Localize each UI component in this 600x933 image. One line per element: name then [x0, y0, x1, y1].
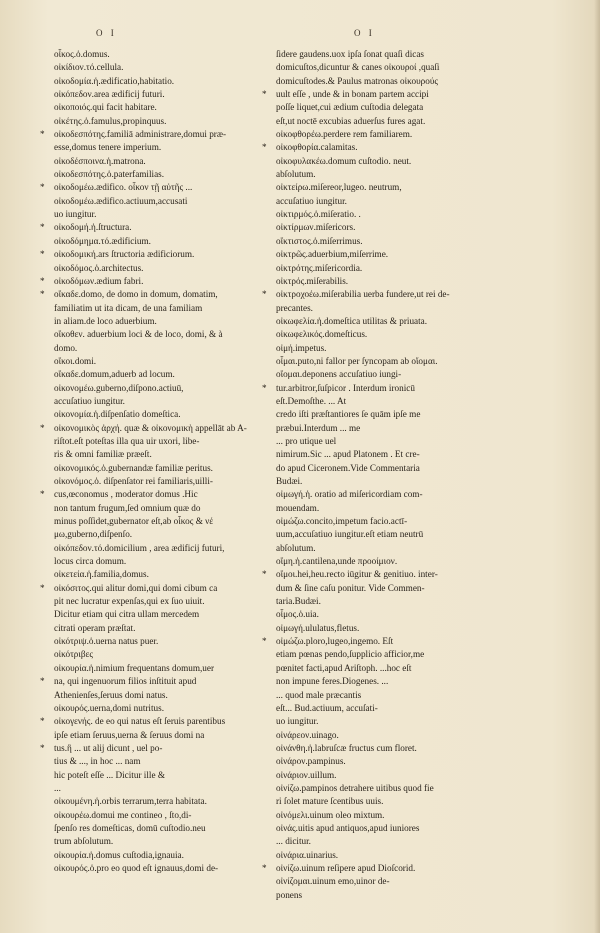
text-line — [262, 155, 560, 168]
margin-asterisk: * — [40, 742, 45, 753]
text-line — [262, 582, 560, 595]
text-line — [40, 141, 290, 154]
text-line — [40, 675, 290, 688]
text-line — [40, 115, 290, 128]
line-text: οἶμος.ὁ.uia. — [276, 609, 319, 620]
text-line — [40, 195, 290, 208]
text-line — [40, 448, 290, 461]
line-text: uo iungitur. — [276, 716, 319, 727]
text-line — [262, 809, 560, 822]
line-text: οἰκουρός.ὁ.pro eo quod eſt ignauus,domi de- — [54, 862, 219, 873]
text-line — [40, 382, 290, 395]
text-line — [40, 528, 290, 541]
text-line — [40, 61, 290, 74]
text-line — [40, 502, 290, 515]
line-text: credo iſti præſtantiores ſe quām ipſe me — [276, 409, 421, 420]
margin-asterisk: * — [262, 569, 267, 580]
line-text: οἶμαι.puto,ni fallor per ſyncopam ab οἴομαι. — [276, 355, 438, 366]
text-line — [262, 382, 560, 395]
line-text: dum & ſine caſu ponitur. Vide Commen- — [276, 582, 425, 593]
line-text: οἰνόμελι.uinum oleo mixtum. — [276, 809, 385, 820]
text-line — [262, 502, 560, 515]
text-line — [262, 435, 560, 448]
text-line — [40, 862, 290, 875]
line-text: locus circa domum. — [54, 556, 127, 567]
text-line — [40, 355, 290, 368]
line-text: cus,œconomus , moderator domus .Hic — [54, 489, 198, 500]
text-line — [40, 88, 290, 101]
line-text: mouendam. — [276, 502, 320, 513]
text-line — [40, 689, 290, 702]
line-text: domicuſtos,dicuntur & canes οἰκουροί ,quaſi — [276, 62, 440, 73]
text-line — [262, 288, 560, 301]
margin-asterisk: * — [40, 289, 45, 300]
margin-asterisk: * — [40, 489, 45, 500]
line-text: οἰκτείρω.miſereor,lugeo. neutrum, — [276, 182, 402, 193]
text-line — [262, 675, 560, 688]
text-line — [40, 622, 290, 635]
text-line — [40, 128, 290, 141]
text-line — [262, 221, 560, 234]
text-line — [262, 568, 560, 581]
text-line — [262, 715, 560, 728]
line-text: eſt,ut noctē excubias aduerſus fures agat. — [276, 115, 426, 126]
line-text: non tantum frugum,ſed omnium quæ do — [54, 502, 201, 513]
text-line — [262, 542, 560, 555]
line-text: familiatim ut ita dicam, de una familiam — [54, 302, 203, 313]
margin-asterisk: * — [262, 289, 267, 300]
line-text: οἴκοθεν. aduerbium loci & de loco, domi, & à — [54, 329, 223, 340]
text-line — [262, 128, 560, 141]
line-text: οἰκουρός.uerna,domi nutritus. — [54, 702, 165, 713]
line-text: Dicitur etiam qui citra ullam mercedem — [54, 609, 200, 620]
text-line — [40, 648, 290, 661]
margin-asterisk: * — [40, 676, 45, 687]
text-line — [262, 75, 560, 88]
text-line — [262, 168, 560, 181]
text-line — [262, 702, 560, 715]
text-line — [262, 448, 560, 461]
line-text: hic poteſt eſſe ... Dicitur ille & — [54, 769, 165, 780]
line-text: οἰνάριον.uillum. — [276, 769, 337, 780]
text-line — [262, 889, 560, 902]
text-line — [40, 568, 290, 581]
text-line — [262, 395, 560, 408]
text-line — [262, 408, 560, 421]
text-line — [40, 235, 290, 248]
line-text: præbui.Interdum ... me — [276, 422, 361, 433]
line-text: οἰκονομία.ἡ.diſpenſatio domeſtica. — [54, 409, 181, 420]
line-text: οἰμώζω.concito,impetum facio.actī- — [276, 516, 408, 527]
line-text: οἰκοποιός.qui facit habitare. — [54, 102, 157, 113]
running-head-right: O I — [354, 28, 375, 38]
line-text: οἰκτιρμός.ὁ.miſeratio. . — [276, 209, 361, 220]
text-line — [262, 608, 560, 621]
text-line — [262, 115, 560, 128]
line-text: οἰμωγή.ἡ. oratio ad miſericordiam com- — [276, 489, 423, 500]
text-line — [40, 435, 290, 448]
line-text: οἴμη.ἡ.cantilena,unde προοίμιον. — [276, 556, 398, 567]
text-line — [262, 48, 560, 61]
text-line — [262, 729, 560, 742]
line-text: οἰκότριψ.ὁ.uerna natus puer. — [54, 636, 159, 647]
text-line — [262, 262, 560, 275]
line-text: etiam pœnas pendo,ſupplicio afficior,me — [276, 649, 425, 660]
text-line — [40, 835, 290, 848]
margin-asterisk: * — [262, 636, 267, 647]
text-line — [262, 302, 560, 315]
text-line — [262, 88, 560, 101]
line-text: οἴκαδε.domum,aduerb ad locum. — [54, 369, 175, 380]
text-line — [40, 275, 290, 288]
margin-asterisk: * — [40, 422, 45, 433]
line-text: οἰκτρῶς.aduerbium,miſerrime. — [276, 249, 389, 260]
text-line — [262, 422, 560, 435]
text-line — [40, 515, 290, 528]
line-text: pœnitet facti,apud Ariſtoph. ...hoc eſt — [276, 662, 412, 673]
margin-asterisk: * — [40, 716, 45, 727]
line-text: οἰνάς.uitis apud antiquos,apud iuniores — [276, 822, 420, 833]
text-line — [40, 582, 290, 595]
page-edge-shadow — [594, 0, 600, 933]
text-line — [40, 755, 290, 768]
line-text: οἰκότριβες — [54, 649, 94, 660]
text-line — [262, 782, 560, 795]
text-line — [40, 769, 290, 782]
line-text: οἰκουρία.ἡ.nimium frequentans domum,uer — [54, 662, 215, 673]
line-text: οἰκοδεσπότης.ὁ.paterfamilias. — [54, 169, 165, 180]
text-line — [40, 822, 290, 835]
line-text: poſſe liquet,cui ædium cuſtodia delegata — [276, 102, 424, 113]
margin-asterisk: * — [262, 89, 267, 100]
right-text-column — [262, 48, 560, 902]
line-text: οἴμοι.hei,heu.recto iūgitur & genitiuo. inter- — [276, 569, 438, 580]
line-text: uult eſſe , unde & in bonam partem accipi — [276, 89, 429, 100]
margin-asterisk: * — [262, 862, 267, 873]
text-line — [262, 368, 560, 381]
line-text: οἰκουρία.ἡ.domus cuſtodia,ignauia. — [54, 849, 184, 860]
text-line — [40, 729, 290, 742]
text-line — [262, 475, 560, 488]
line-text: non impune feres.Diogenes. ... — [276, 676, 389, 687]
line-text: οἰκοδόμημα.τό.ædificium. — [54, 235, 151, 246]
text-line — [40, 395, 290, 408]
line-text: uum,accuſatiuo iungitur.eſt etiam neutrū — [276, 529, 424, 540]
line-text: οἰκογενής. de eo qui natus eſt ſeruis parentibus — [54, 716, 226, 727]
text-line — [40, 221, 290, 234]
margin-asterisk: * — [40, 222, 45, 233]
text-line — [262, 875, 560, 888]
line-text: οἰκοφθορέω.perdere rem familiarem. — [276, 129, 413, 140]
margin-asterisk: * — [40, 249, 45, 260]
line-text: abſolutum. — [276, 542, 316, 553]
line-text: ſidere gaudens.uox ipſa ſonat quaſi dicas — [276, 49, 424, 59]
line-text: eſt.Demoſthe. ... At — [276, 395, 347, 406]
text-line — [40, 475, 290, 488]
line-text: in aliam.de loco aduerbium. — [54, 315, 157, 326]
text-line — [40, 342, 290, 355]
line-text: accuſatiuo iungitur. — [276, 195, 347, 206]
line-text: οἰνίζω.pampinos detrahere uitibus quod fie — [276, 782, 434, 793]
text-line — [40, 302, 290, 315]
text-line — [40, 315, 290, 328]
text-line — [40, 181, 290, 194]
line-text: οἰκοδομέω.ædifico.actiuum,accusati — [54, 195, 188, 206]
text-line — [40, 742, 290, 755]
text-line — [262, 195, 560, 208]
margin-asterisk: * — [262, 142, 267, 153]
line-text: οἰνάρεον.uinago. — [276, 729, 339, 740]
line-text: οἰκόπεδον.τό.domicilium , area ædificij futuri, — [54, 542, 225, 553]
line-text: precantes. — [276, 302, 313, 313]
text-line — [40, 595, 290, 608]
line-text: οἴκαδε.domo, de domo in domum, domatim, — [54, 289, 218, 300]
text-line — [262, 515, 560, 528]
text-line — [40, 782, 290, 795]
running-head-left: O I — [96, 28, 117, 38]
text-line — [262, 648, 560, 661]
line-text: οἰκοδέσποινα.ἡ.matrona. — [54, 155, 146, 166]
line-text: οἰκοδεσπότης.familiā administrare,domui præ- — [54, 129, 227, 140]
text-line — [40, 368, 290, 381]
text-line — [262, 635, 560, 648]
left-text-column — [40, 48, 290, 875]
margin-asterisk: * — [40, 129, 45, 140]
text-line — [40, 849, 290, 862]
line-text: nimirum.Sic ... apud Platonem . Et cre- — [276, 449, 420, 460]
text-line — [40, 48, 290, 61]
text-line — [262, 181, 560, 194]
text-line — [40, 662, 290, 675]
text-line — [262, 835, 560, 848]
text-line — [40, 635, 290, 648]
line-text: οἰκοδομή.ἡ.ſtructura. — [54, 222, 132, 233]
line-text: tus.ἢ ... ut alij dicunt , uel po- — [54, 742, 163, 753]
line-text: ri ſolet mature ſcentibus uuis. — [276, 796, 384, 807]
line-text: οἰκόσιτος.qui alitur domi,qui domi cibum ca — [54, 582, 218, 593]
line-text: οἰκοδομική.ars ſtructoria ædificiorum. — [54, 249, 195, 260]
line-text: do apud Ciceronem.Vide Commentaria — [276, 462, 420, 473]
line-text: οἰκωφελία.ἡ.domeſtica utilitas & priuata. — [276, 315, 428, 326]
line-text: οἰμή.impetus. — [276, 342, 327, 353]
text-line — [262, 488, 560, 501]
text-line — [262, 528, 560, 541]
text-line — [40, 168, 290, 181]
text-line — [40, 462, 290, 475]
text-line — [40, 208, 290, 221]
text-line — [262, 862, 560, 875]
margin-asterisk: * — [40, 582, 45, 593]
text-line — [262, 849, 560, 862]
line-text: ... — [54, 782, 61, 793]
text-line — [40, 488, 290, 501]
line-text: ... quod male præcantis — [276, 689, 362, 700]
line-text: ſpenſo res domeſticas, domū cuſtodio.neu — [54, 822, 206, 833]
line-text: οἰκτίρμων.miſericors. — [276, 222, 356, 233]
margin-asterisk: * — [40, 275, 45, 286]
line-text: ris & omni familiæ præeſt. — [54, 449, 152, 460]
line-text: ... pro utique uel — [276, 435, 337, 446]
text-line — [262, 822, 560, 835]
line-text: οἰνάρια.uinarius. — [276, 849, 339, 860]
line-text: οἰκίδιον.τό.cellula. — [54, 62, 124, 73]
line-text: οἰκτρότης.miſericordia. — [276, 262, 363, 273]
text-line — [40, 288, 290, 301]
text-line — [40, 262, 290, 275]
line-text: esse,domus tenere imperium. — [54, 142, 162, 153]
text-line — [40, 608, 290, 621]
line-text: οἰκουρέω.domui me contineo , ſto,di- — [54, 809, 192, 820]
text-line — [40, 555, 290, 568]
line-text: domicuſtodes.& Paulus matronas οἰκουρούς — [276, 75, 439, 86]
line-text: οἰκόπεδον.area ædificij futuri. — [54, 89, 165, 100]
line-text: οἰνίζω.uinum reſipere apud Dioſcorid. — [276, 862, 416, 873]
text-line — [262, 462, 560, 475]
line-text: accuſatiuo iungitur. — [54, 395, 125, 406]
line-text: pit nec lucratur expenſas,qui ex ſuo uiuit. — [54, 596, 205, 607]
line-text: ... dicitur. — [276, 836, 311, 847]
text-line — [262, 342, 560, 355]
text-line — [262, 101, 560, 114]
line-text: οἰνάρον.pampinus. — [276, 756, 346, 767]
text-line — [262, 355, 560, 368]
text-line — [40, 75, 290, 88]
text-line — [40, 328, 290, 341]
margin-asterisk: * — [40, 182, 45, 193]
text-line — [262, 275, 560, 288]
text-line — [40, 795, 290, 808]
line-text: οἴκοι.domi. — [54, 355, 97, 366]
line-text: οἰκωφελικός.domeſticus. — [276, 329, 368, 340]
text-line — [262, 248, 560, 261]
line-text: οἰκοδόμων.ædium fabri. — [54, 275, 144, 286]
line-text: οἰκοφθορία.calamitas. — [276, 142, 358, 153]
text-line — [262, 61, 560, 74]
line-text: citrati operam præſtat. — [54, 622, 136, 633]
text-line — [262, 689, 560, 702]
line-text: riſtot.eſt poteſtas illa qua uir uxori, libe- — [54, 435, 200, 446]
text-line — [262, 328, 560, 341]
text-line — [40, 542, 290, 555]
line-text: οἰνίζομαι.uinum emo,uinor de- — [276, 876, 390, 887]
line-text: οἰκοδομέω.ædifico. οἶκον τῇ αὐτῆς ... — [54, 182, 193, 193]
text-line — [262, 755, 560, 768]
text-line — [262, 235, 560, 248]
text-line — [262, 595, 560, 608]
line-text: trum abſolutum. — [54, 836, 114, 847]
text-line — [40, 702, 290, 715]
text-line — [262, 769, 560, 782]
text-line — [40, 422, 290, 435]
text-line — [40, 809, 290, 822]
text-line — [262, 795, 560, 808]
text-line — [262, 742, 560, 755]
line-text: οἰμωγή.ululatus,fletus. — [276, 622, 360, 633]
line-text: οἰκοδόμος.ὁ.architectus. — [54, 262, 144, 273]
line-text: οἰκονομικός.ὁ.gubernandæ familiæ peritus. — [54, 462, 213, 473]
line-text: ipſe etiam ſeruus,uerna & ſeruus domi na — [54, 729, 205, 740]
line-text: minus poſſidet,gubernator eſt,ab οἶκος & νέ — [54, 516, 214, 527]
line-text: οἶκος.ὁ.domus. — [54, 49, 110, 59]
line-text: οἰκτροχοέω.miſerabilia uerba fundere,ut rei de- — [276, 289, 450, 300]
line-text: οἴκτιστος.ὁ.miſerrimus. — [276, 235, 363, 246]
line-text: ponens — [276, 889, 303, 900]
text-line — [262, 208, 560, 221]
line-text: οἴομαι.deponens accuſatiuo iungi- — [276, 369, 402, 380]
line-text: na, qui ingenuorum filios inſtituit apud — [54, 676, 197, 687]
line-text: domo. — [54, 342, 78, 353]
line-text: μω,guberno,diſpenſo. — [54, 529, 133, 540]
line-text: οἰκτρός.miſerabilis. — [276, 275, 349, 286]
text-line — [262, 622, 560, 635]
text-line — [262, 141, 560, 154]
line-text: οἰνάνθη.ἡ.labruſcæ fructus cum floret. — [276, 742, 417, 753]
line-text: eſt... Bud.actiuum, accuſati- — [276, 702, 378, 713]
text-line — [262, 662, 560, 675]
line-text: tius & ..., in hoc ... nam — [54, 756, 141, 767]
line-text: οἰκοφυλακέω.domum cuſtodio. neut. — [276, 155, 412, 166]
text-line — [262, 555, 560, 568]
margin-asterisk: * — [262, 382, 267, 393]
text-line — [40, 248, 290, 261]
line-text: abſolutum. — [276, 169, 316, 180]
line-text: οἰκοδομία.ἡ.ædificatio,habitatio. — [54, 75, 175, 86]
line-text: οἰκετεία.ἡ.familia,domus. — [54, 569, 149, 580]
line-text: οἰκέτης.ὁ.famulus,propinquus. — [54, 115, 167, 126]
line-text: οἰκονομέω.guberno,diſpono.actiuū, — [54, 382, 184, 393]
line-text: οἰκουμένη.ἡ.orbis terrarum,terra habitata. — [54, 796, 207, 807]
line-text: Budæi. — [276, 476, 303, 486]
line-text: οἰκονόμος.ὁ. diſpenſator rei familiaris,uilli- — [54, 476, 213, 486]
text-line — [40, 155, 290, 168]
line-text: οἰκονομικὸς ἀρχή. quæ & οἰκονομικὴ appellāt ab A- — [54, 422, 247, 433]
text-line — [262, 315, 560, 328]
line-text: tur.arbitror,ſuſpicor . Interdum ironicū — [276, 382, 415, 393]
line-text: Athenienſes,ſeruus domi natus. — [54, 689, 168, 700]
text-line — [40, 408, 290, 421]
line-text: taria.Budæi. — [276, 596, 321, 607]
text-line — [40, 101, 290, 114]
line-text: uo iungitur. — [54, 209, 97, 220]
text-line — [40, 715, 290, 728]
line-text: οἰμώζω.ploro,lugeo,ingemo. Eſt — [276, 636, 394, 647]
